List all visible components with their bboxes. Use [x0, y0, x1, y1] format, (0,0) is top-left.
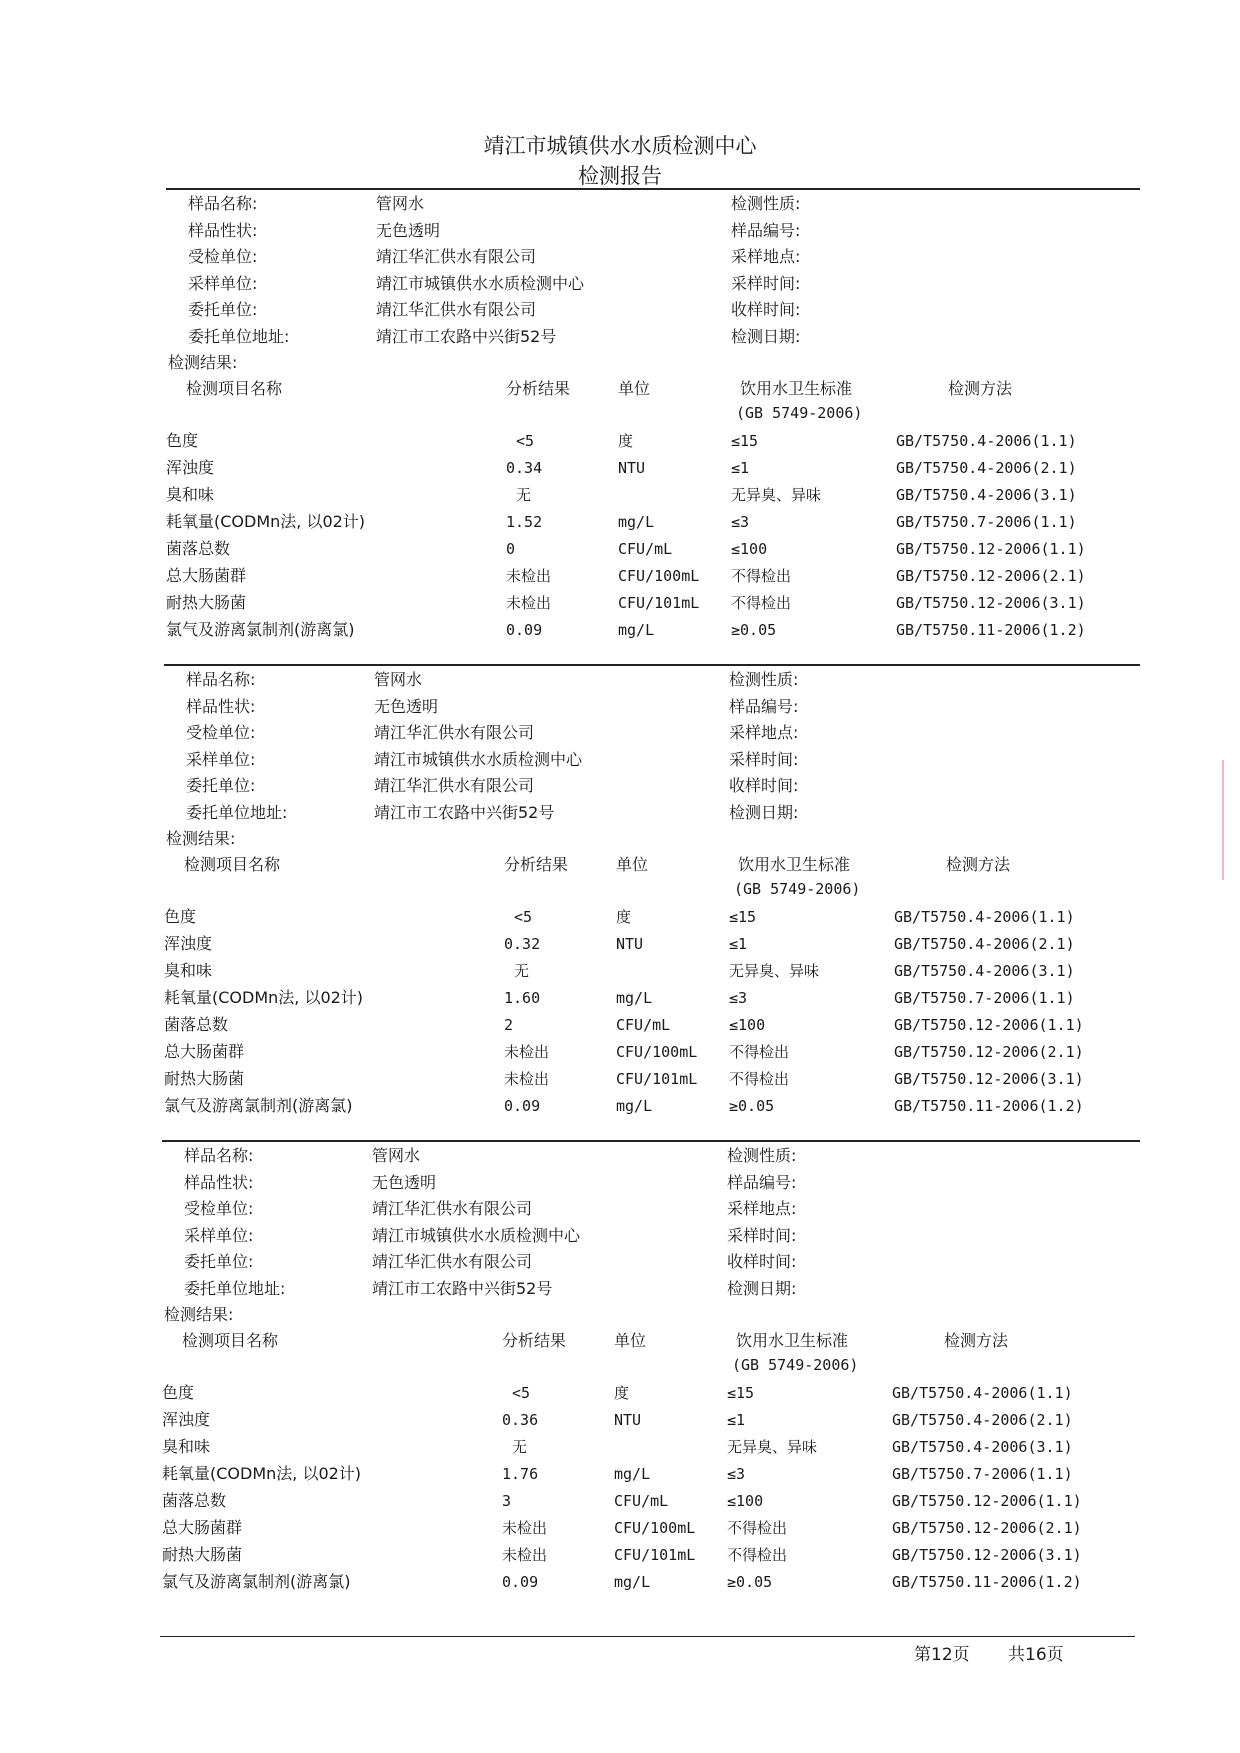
table-row-result: <5: [516, 432, 535, 450]
results-heading: 检测结果:: [168, 353, 238, 372]
table-row-unit: mg/L: [616, 1097, 653, 1115]
table-row-result: 1.76: [502, 1465, 539, 1483]
column-header-standard-sub: (GB 5749-2006): [732, 1356, 859, 1374]
info-label: 采样时间:: [729, 749, 799, 769]
table-row-method: GB/T5750.7-2006(1.1): [892, 1465, 1073, 1483]
table-row-unit: mg/L: [618, 513, 655, 531]
table-row-standard: ≤15: [729, 908, 757, 926]
report-title: 检测报告: [578, 164, 662, 188]
table-row-result: 未检出: [502, 1546, 548, 1564]
table-row-method: GB/T5750.11-2006(1.2): [892, 1573, 1082, 1591]
table-row-result: 未检出: [504, 1043, 550, 1061]
table-row-method: GB/T5750.4-2006(3.1): [896, 486, 1077, 504]
column-header-standard: 饮用水卫生标准: [736, 1331, 849, 1350]
table-row-unit: CFU/100mL: [616, 1043, 698, 1061]
info-label: 样品性状:: [184, 1172, 254, 1192]
info-label: 样品编号:: [729, 696, 799, 716]
table-row-method: GB/T5750.4-2006(1.1): [894, 908, 1075, 926]
table-row-item: 菌落总数: [166, 539, 231, 558]
table-row-item: 臭和味: [164, 961, 213, 980]
info-value: 靖江华汇供水有限公司: [374, 776, 535, 795]
info-value: 靖江市城镇供水水质检测中心: [372, 1225, 581, 1245]
table-row-result: 未检出: [502, 1519, 548, 1537]
table-row-standard: ≥0.05: [729, 1097, 775, 1115]
table-row-result: 0.09: [504, 1097, 541, 1115]
table-row-result: 1.52: [506, 513, 543, 531]
table-row-standard: ≤1: [731, 459, 750, 477]
table-row-item: 耗氧量(CODMn法, 以02计): [162, 1464, 362, 1483]
table-row-standard: ≤100: [727, 1492, 764, 1510]
info-label: 受检单位:: [184, 1199, 254, 1218]
table-row-unit: CFU/mL: [614, 1492, 669, 1510]
table-row-standard: 无异臭、异味: [731, 486, 822, 504]
table-row-result: 2: [504, 1016, 514, 1034]
table-row-result: 0.32: [504, 935, 541, 953]
table-row-result: 0: [506, 540, 516, 558]
table-row-standard: ≥0.05: [727, 1573, 773, 1591]
table-row-standard: ≤1: [729, 935, 748, 953]
info-label: 检测日期:: [731, 326, 801, 346]
column-header-result: 分析结果: [506, 379, 571, 398]
column-header-standard-sub: (GB 5749-2006): [736, 404, 863, 422]
stamp-edge-mark: [1222, 760, 1238, 880]
table-row-result: 未检出: [504, 1070, 550, 1088]
results-heading: 检测结果:: [166, 829, 236, 848]
table-row-method: GB/T5750.7-2006(1.1): [894, 989, 1075, 1007]
info-label: 样品编号:: [731, 220, 801, 240]
results-heading: 检测结果:: [164, 1305, 234, 1324]
info-value: 管网水: [372, 1146, 421, 1165]
info-value: 靖江华汇供水有限公司: [374, 723, 535, 742]
table-row-unit: NTU: [616, 935, 644, 953]
table-row-result: 无: [516, 486, 532, 504]
table-row-standard: 无异臭、异味: [729, 962, 820, 980]
page-total: 共16页: [1008, 1645, 1064, 1665]
table-row-result: 无: [514, 962, 530, 980]
info-label: 收样时间:: [731, 300, 801, 319]
table-row-item: 耗氧量(CODMn法, 以02计): [166, 512, 366, 531]
column-header-item: 检测项目名称: [186, 379, 283, 398]
table-row-standard: 不得检出: [727, 1519, 788, 1537]
info-label: 检测性质:: [727, 1146, 797, 1165]
table-row-unit: NTU: [614, 1411, 642, 1429]
table-row-result: 1.60: [504, 989, 541, 1007]
footer-rule: [160, 1636, 1135, 1637]
column-header-item: 检测项目名称: [184, 855, 281, 874]
table-row-method: GB/T5750.12-2006(2.1): [892, 1519, 1082, 1537]
info-label: 检测日期:: [729, 802, 799, 822]
column-header-unit: 单位: [614, 1331, 647, 1350]
info-label: 采样单位:: [184, 1225, 254, 1245]
sample-block-rule: [166, 188, 1140, 190]
table-row-unit: NTU: [618, 459, 646, 477]
table-row-standard: ≤1: [727, 1411, 746, 1429]
table-row-method: GB/T5750.4-2006(3.1): [892, 1438, 1073, 1456]
table-row-method: GB/T5750.4-2006(1.1): [892, 1384, 1073, 1402]
table-row-method: GB/T5750.12-2006(1.1): [894, 1016, 1084, 1034]
info-label: 委托单位:: [184, 1252, 254, 1271]
info-label: 委托单位地址:: [184, 1278, 286, 1298]
column-header-standard: 饮用水卫生标准: [740, 379, 853, 398]
column-header-unit: 单位: [616, 855, 649, 874]
info-label: 委托单位地址:: [188, 326, 290, 346]
table-row-method: GB/T5750.7-2006(1.1): [896, 513, 1077, 531]
info-label: 采样地点:: [729, 723, 799, 742]
table-row-unit: 度: [616, 908, 632, 926]
column-header-standard: 饮用水卫生标准: [738, 855, 851, 874]
table-row-standard: 不得检出: [727, 1546, 788, 1564]
table-row-item: 色度: [164, 907, 197, 926]
table-row-item: 臭和味: [166, 485, 215, 504]
table-row-method: GB/T5750.4-2006(2.1): [894, 935, 1075, 953]
table-row-unit: CFU/mL: [618, 540, 673, 558]
table-row-item: 耗氧量(CODMn法, 以02计): [164, 988, 364, 1007]
info-label: 采样单位:: [188, 273, 258, 293]
table-row-unit: mg/L: [618, 621, 655, 639]
org-title: 靖江市城镇供水水质检测中心: [483, 134, 757, 158]
table-row-result: 3: [502, 1492, 512, 1510]
table-row-result: 未检出: [506, 594, 552, 612]
table-row-standard: 不得检出: [729, 1070, 790, 1088]
table-row-result: 0.36: [502, 1411, 539, 1429]
table-row-method: GB/T5750.4-2006(2.1): [896, 459, 1077, 477]
info-value: 靖江市工农路中兴街52号: [374, 802, 555, 822]
table-row-standard: 无异臭、异味: [727, 1438, 818, 1456]
column-header-method: 检测方法: [944, 1331, 1009, 1350]
info-label: 样品性状:: [186, 696, 256, 716]
info-label: 样品名称:: [186, 670, 256, 689]
table-row-method: GB/T5750.12-2006(3.1): [896, 594, 1086, 612]
info-label: 采样单位:: [186, 749, 256, 769]
info-value: 靖江华汇供水有限公司: [376, 247, 537, 266]
table-row-item: 耐热大肠菌: [162, 1545, 243, 1564]
info-label: 样品性状:: [188, 220, 258, 240]
table-row-method: GB/T5750.12-2006(2.1): [894, 1043, 1084, 1061]
info-value: 管网水: [374, 670, 423, 689]
table-row-item: 总大肠菌群: [162, 1518, 243, 1537]
table-row-item: 浑浊度: [166, 458, 215, 477]
table-row-unit: CFU/100mL: [614, 1519, 696, 1537]
info-label: 采样地点:: [731, 247, 801, 266]
table-row-standard: ≤3: [729, 989, 748, 1007]
info-value: 无色透明: [372, 1172, 437, 1192]
info-value: 无色透明: [374, 696, 439, 716]
info-label: 样品名称:: [188, 194, 258, 213]
table-row-item: 氯气及游离氯制剂(游离氯): [162, 1572, 351, 1591]
info-value: 靖江市城镇供水水质检测中心: [376, 273, 585, 293]
table-row-result: 0.09: [506, 621, 543, 639]
column-header-standard-sub: (GB 5749-2006): [734, 880, 861, 898]
info-label: 采样地点:: [727, 1199, 797, 1218]
table-row-standard: 不得检出: [731, 594, 792, 612]
table-row-item: 耐热大肠菌: [164, 1069, 245, 1088]
table-row-item: 臭和味: [162, 1437, 211, 1456]
info-value: 靖江市工农路中兴街52号: [372, 1278, 553, 1298]
table-row-method: GB/T5750.12-2006(3.1): [892, 1546, 1082, 1564]
table-row-item: 氯气及游离氯制剂(游离氯): [166, 620, 355, 639]
sample-block-rule: [162, 1140, 1140, 1142]
table-row-result: 0.09: [502, 1573, 539, 1591]
table-row-item: 浑浊度: [164, 934, 213, 953]
table-row-standard: ≥0.05: [731, 621, 777, 639]
table-row-item: 菌落总数: [164, 1015, 229, 1034]
table-row-result: 未检出: [506, 567, 552, 585]
table-row-result: <5: [514, 908, 533, 926]
table-row-standard: ≤15: [727, 1384, 755, 1402]
column-header-unit: 单位: [618, 379, 651, 398]
table-row-unit: CFU/100mL: [618, 567, 700, 585]
table-row-item: 耐热大肠菌: [166, 593, 247, 612]
table-row-method: GB/T5750.11-2006(1.2): [896, 621, 1086, 639]
table-row-standard: 不得检出: [729, 1043, 790, 1061]
table-row-unit: CFU/101mL: [616, 1070, 698, 1088]
info-label: 样品编号:: [727, 1172, 797, 1192]
table-row-unit: 度: [618, 432, 634, 450]
info-label: 收样时间:: [729, 776, 799, 795]
info-label: 采样时间:: [731, 273, 801, 293]
table-row-item: 色度: [166, 431, 199, 450]
column-header-result: 分析结果: [504, 855, 569, 874]
info-label: 采样时间:: [727, 1225, 797, 1245]
table-row-item: 色度: [162, 1383, 195, 1402]
table-row-standard: 不得检出: [731, 567, 792, 585]
table-row-method: GB/T5750.12-2006(2.1): [896, 567, 1086, 585]
info-label: 收样时间:: [727, 1252, 797, 1271]
info-label: 受检单位:: [188, 247, 258, 266]
table-row-result: 0.34: [506, 459, 543, 477]
column-header-method: 检测方法: [946, 855, 1011, 874]
table-row-item: 总大肠菌群: [164, 1042, 245, 1061]
table-row-unit: 度: [614, 1384, 630, 1402]
table-row-standard: ≤15: [731, 432, 759, 450]
table-row-unit: mg/L: [614, 1573, 651, 1591]
info-label: 检测日期:: [727, 1278, 797, 1298]
column-header-result: 分析结果: [502, 1331, 567, 1350]
info-label: 检测性质:: [731, 194, 801, 213]
table-row-standard: ≤3: [731, 513, 750, 531]
table-row-method: GB/T5750.12-2006(1.1): [896, 540, 1086, 558]
table-row-unit: mg/L: [616, 989, 653, 1007]
info-value: 靖江华汇供水有限公司: [372, 1252, 533, 1271]
table-row-item: 浑浊度: [162, 1410, 211, 1429]
info-value: 靖江华汇供水有限公司: [372, 1199, 533, 1218]
table-row-standard: ≤100: [731, 540, 768, 558]
info-label: 委托单位:: [188, 300, 258, 319]
table-row-standard: ≤3: [727, 1465, 746, 1483]
info-label: 受检单位:: [186, 723, 256, 742]
info-value: 靖江市工农路中兴街52号: [376, 326, 557, 346]
table-row-unit: mg/L: [614, 1465, 651, 1483]
table-row-unit: CFU/101mL: [618, 594, 700, 612]
sample-block-rule: [164, 664, 1140, 666]
info-label: 委托单位地址:: [186, 802, 288, 822]
table-row-result: 无: [512, 1438, 528, 1456]
info-value: 管网水: [376, 194, 425, 213]
column-header-item: 检测项目名称: [182, 1331, 279, 1350]
table-row-method: GB/T5750.11-2006(1.2): [894, 1097, 1084, 1115]
table-row-method: GB/T5750.4-2006(2.1): [892, 1411, 1073, 1429]
table-row-unit: CFU/mL: [616, 1016, 671, 1034]
table-row-item: 氯气及游离氯制剂(游离氯): [164, 1096, 353, 1115]
table-row-standard: ≤100: [729, 1016, 766, 1034]
page-number: 第12页: [914, 1645, 970, 1665]
info-value: 靖江市城镇供水水质检测中心: [374, 749, 583, 769]
info-label: 委托单位:: [186, 776, 256, 795]
info-value: 无色透明: [376, 220, 441, 240]
table-row-item: 菌落总数: [162, 1491, 227, 1510]
info-label: 样品名称:: [184, 1146, 254, 1165]
table-row-result: <5: [512, 1384, 531, 1402]
info-label: 检测性质:: [729, 670, 799, 689]
table-row-method: GB/T5750.12-2006(1.1): [892, 1492, 1082, 1510]
table-row-method: GB/T5750.4-2006(3.1): [894, 962, 1075, 980]
table-row-method: GB/T5750.12-2006(3.1): [894, 1070, 1084, 1088]
column-header-method: 检测方法: [948, 379, 1013, 398]
table-row-item: 总大肠菌群: [166, 566, 247, 585]
table-row-method: GB/T5750.4-2006(1.1): [896, 432, 1077, 450]
info-value: 靖江华汇供水有限公司: [376, 300, 537, 319]
table-row-unit: CFU/101mL: [614, 1546, 696, 1564]
